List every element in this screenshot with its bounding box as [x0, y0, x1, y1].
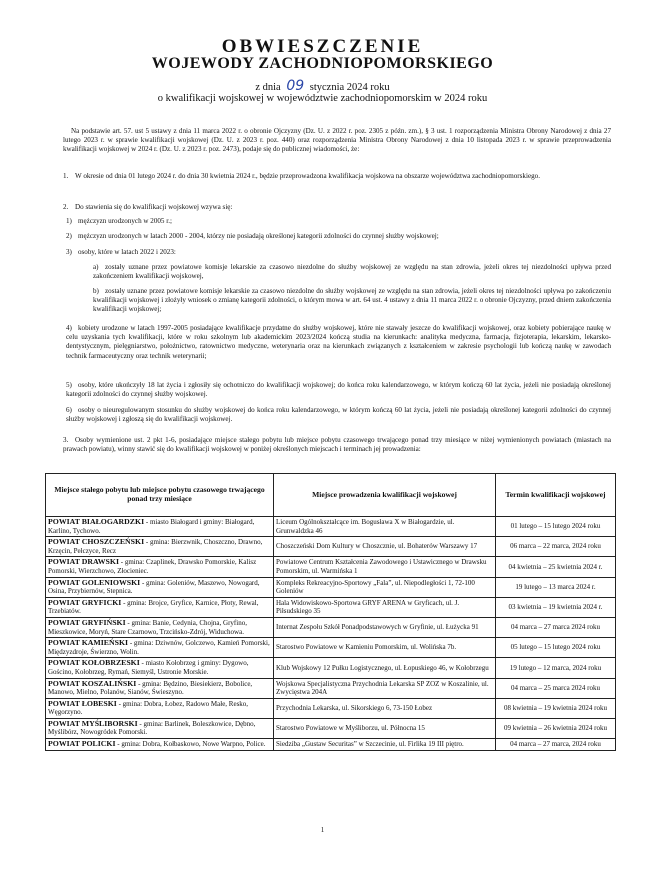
sub-item-b — [93, 287, 611, 315]
list-item-1-text: mężczyzn urodzonych w 2005 r.; — [78, 217, 172, 225]
list-item-5 — [66, 381, 611, 399]
term-cell: 04 kwietnia – 25 kwietnia 2024 r. — [496, 557, 616, 577]
list-item-6-number: 6) — [66, 406, 72, 414]
date-suffix: stycznia 2024 roku — [309, 82, 390, 93]
sub-item-a-text: zostały uznane przez powiatowe komisje lekarskie za czasowo niezdolne do służby wojskowej ze względu na stan zdrowia, jeżeli okres tej niezdolności upływa przed zakończeniem kwalifikacji wojskowej, — [93, 263, 611, 281]
qualification-schedule-table — [45, 473, 616, 751]
location-cell: Liceum Ogólnokształcące im. Bogusława X w Białogardzie, ul. Grunwaldzka 46 — [274, 517, 496, 537]
page-number: 1 — [320, 826, 325, 834]
list-item-2 — [66, 232, 611, 241]
header-residence: Miejsce stałego pobytu lub miejsce pobytu czasowego trwającego ponad trzy miesiące — [46, 474, 274, 517]
powiat-name: POWIAT CHOSZCZEŃSKI — [48, 537, 145, 547]
residence-cell — [46, 617, 274, 637]
document-subtitle: WOJEWODY ZACHODNIOPOMORSKIEGO — [151, 55, 494, 72]
gminy-list: - gmina: Dobra, Łobez, Radowo Małe, Resko, Węgorzyno. — [48, 699, 249, 717]
list-item-3-text: osoby, które w latach 2022 i 2023: — [78, 248, 176, 256]
paragraph-2-number: 2. — [63, 203, 69, 211]
table-row — [46, 658, 616, 678]
location-cell: Przychodnia Lekarska, ul. Sikorskiego 6, 73-150 Łobez — [274, 698, 496, 718]
location-cell: Kompleks Rekreacyjno-Sportowy „Fala”, ul. Niepodległości 1, 72-100 Goleniów — [274, 577, 496, 597]
document-date — [0, 78, 645, 94]
list-item-3 — [66, 248, 611, 257]
list-item-1 — [66, 217, 611, 226]
location-cell: Klub Wojskowy 12 Pułku Logistycznego, ul. Łopuskiego 46, w Kołobrzegu — [274, 658, 496, 678]
powiat-name: POWIAT KOŁOBRZESKI — [48, 658, 140, 668]
powiat-name: POWIAT BIAŁOGARDZKI — [48, 517, 145, 526]
document-subject: o kwalifikacji wojskowej w województwie zachodniopomorskim w 2024 roku — [157, 93, 488, 104]
gminy-list: - miasto Białogard i gminy: Białogard, Karlino, Tychowo. — [48, 518, 255, 535]
paragraph-2-text: Do stawienia się do kwalifikacji wojskowej wzywa się: — [75, 203, 233, 211]
residence-cell — [46, 739, 274, 751]
powiat-name: POWIAT POLICKI — [48, 739, 116, 749]
list-item-6 — [66, 406, 611, 424]
powiat-name: POWIAT KOSZALIŃSKI — [48, 678, 137, 688]
location-cell: Hala Widowiskowo-Sportowa GRYF ARENA w Gryficach, ul. J. Piłsudskiego 35 — [274, 597, 496, 617]
list-item-4 — [66, 324, 611, 361]
gminy-list: - gmina: Barlinek, Boleszkowice, Dębno, Myślibórz, Nowogródek Pomorski. — [48, 719, 256, 737]
list-item-3-number: 3) — [66, 248, 72, 256]
location-cell: Siedziba „Gustaw Securitas” w Szczecinie, ul. Firlika 19 III piętro. — [274, 739, 496, 751]
header-location: Miejsce prowadzenia kwalifikacji wojskowej — [274, 474, 496, 517]
powiat-name: POWIAT GRYFICKI — [48, 597, 122, 607]
location-cell: Wojskowa Specjalistyczna Przychodnia Lekarska SP ZOZ w Koszalinie, ul. Zwycięstwa 204A — [274, 678, 496, 698]
paragraph-3 — [63, 436, 611, 454]
term-cell: 04 marca – 27 marca, 2024 roku — [496, 739, 616, 751]
gminy-list: - gmina: Czaplinek, Drawsko Pomorskie, Kalisz Pomorski, Wierzchowo, Złocieniec. — [48, 558, 257, 575]
residence-cell — [46, 557, 274, 577]
table-row — [46, 739, 616, 751]
residence-cell — [46, 597, 274, 617]
gminy-list: - gmina: Banie, Cedynia, Chojna, Gryfino, Mieszkowice, Moryń, Stare Czarnowo, Trzcińsko-Zdrój, Widuchowa. — [48, 618, 247, 636]
paragraph-3-number: 3. — [63, 436, 69, 444]
location-cell: Internat Zespołu Szkół Ponadpodstawowych w Gryfinie, ul. Łużycka 91 — [274, 617, 496, 637]
paragraph-3-text: Osoby wymienione ust. 2 pkt 1-6, posiadające miejsce stałego pobytu lub miejsce pobytu czasowego trwającego ponad trzy miesiące w niżej wymienionych powiatach (miastach na prawach powiatu), winny stawić się do kwalifikacji wojskowej w poniżej określonych miejscach i terminach jej prowadzenia: — [63, 436, 611, 454]
location-cell: Starostwo Powiatowe w Myśliborzu, ul. Północna 15 — [274, 718, 496, 738]
residence-cell — [46, 698, 274, 718]
sub-item-b-text: zostały uznane przez powiatowe komisje lekarskie za czasowo niezdolne do służby wojskowej ze względu na stan zdrowia, jeżeli okres tej niezdolności upływa po zakończeniu kwalifikacji wojskowej i złożyły wniosek o zmianę kategorii zdolności, o którym mowa w art. 64 ust. 4 ustawy z dnia 11 marca 2022 r. o obronie Ojczyzny, przed dniem zakończenia kwalifikacji wojskowej; — [93, 287, 611, 314]
table-row — [46, 557, 616, 577]
residence-cell — [46, 517, 274, 537]
table-header-row — [46, 474, 616, 517]
list-item-5-number: 5) — [66, 381, 72, 389]
term-cell: 04 marca – 27 marca 2024 roku — [496, 617, 616, 637]
intro-paragraph: Na podstawie art. 57. ust 5 ustawy z dnia 11 marca 2022 r. o obronie Ojczyzny (Dz. U. z 2022 r. poz. 2305 z późn. zm.), § 3 ust. 1 rozporządzenia Ministra Obrony Narodowej z dnia 27 lutego 2023 r. w sprawie kwalifikacji wojskowej (Dz. U. z 2023 r. poz. 440) oraz rozporządzenia Ministra Obrony Narodowej z dnia 10 listopada 2023 r. w sprawie przeprowadzenia kwalifikacji wojskowej w 2024 r. (Dz. U. z 2023 r. poz. 2473), podaje się do publicznej wiadomości, że: — [63, 127, 611, 154]
location-cell: Powiatowe Centrum Kształcenia Zawodowego i Ustawicznego w Drawsku Pomorskim, ul. Warmińska 1 — [274, 557, 496, 577]
header-term: Termin kwalifikacji wojskowej — [496, 474, 616, 517]
term-cell: 03 kwietnia – 19 kwietnia 2024 r. — [496, 597, 616, 617]
residence-cell — [46, 658, 274, 678]
gminy-list: - gmina: Dobra, Kołbaskowo, Nowe Warpno, Police. — [115, 740, 266, 749]
gminy-list: - gmina: Goleniów, Maszewo, Nowogard, Osina, Przybiernów, Stepnica. — [48, 578, 260, 596]
paragraph-1-number: 1. — [63, 172, 69, 180]
powiat-name: POWIAT GOLENIOWSKI — [48, 577, 141, 587]
gminy-list: - gmina: Brojce, Gryfice, Karnice, Płoty, Rewal, Trzebiatów. — [48, 598, 259, 616]
paragraph-2 — [63, 203, 611, 212]
term-cell: 09 kwietnia – 26 kwietnia 2024 roku — [496, 718, 616, 738]
term-cell: 01 lutego – 15 lutego 2024 roku — [496, 517, 616, 537]
gminy-list: - gmina: Dziwnów, Golczewo, Kamień Pomorski, Międzyzdroje, Świerzno, Wolin. — [48, 639, 270, 656]
residence-cell — [46, 678, 274, 698]
term-cell: 04 marca – 25 marca 2024 roku — [496, 678, 616, 698]
location-cell: Choszczeński Dom Kultury w Choszcznie, ul. Bohaterów Warszawy 17 — [274, 537, 496, 557]
list-item-1-number: 1) — [66, 217, 72, 225]
gminy-list: - gmina: Bierzwnik, Choszczno, Drawno, Krzęcin, Pełczyce, Recz — [48, 538, 263, 555]
powiat-name: POWIAT KAMIEŃSKI — [48, 638, 129, 648]
table-body — [46, 517, 616, 751]
gminy-list: - miasto Kołobrzeg i gminy: Dygowo, Gościno, Kołobrzeg, Rymań, Siemyśl, Ustronie Morskie. — [48, 659, 249, 676]
term-cell: 08 kwietnia – 19 kwietnia 2024 roku — [496, 698, 616, 718]
table-row — [46, 597, 616, 617]
residence-cell — [46, 577, 274, 597]
table-row — [46, 698, 616, 718]
term-cell: 19 lutego – 13 marca 2024 r. — [496, 577, 616, 597]
location-cell: Starostwo Powiatowe w Kamieniu Pomorskim, ul. Wolińska 7b. — [274, 638, 496, 658]
table-row — [46, 678, 616, 698]
list-item-5-text: osoby, które ukończyły 18 lat życia i zgłosiły się ochotniczo do kwalifikacji wojskowej; do końca roku kalendarzowego, w którym kończą 60 lat życia, jeżeli nie posiadają określonej kategorii zdolności do czynnej służby wojskowej. — [66, 381, 611, 399]
sub-item-b-letter: b) — [93, 287, 99, 295]
list-item-6-text: osoby o nieuregulowanym stosunku do służby wojskowej do końca roku kalendarzowego, w którym kończą 60 lat życia, jeżeli nie posiadają określonej kategorii zdolności do czynnej służby wojskowej i zgłoszą się do kwalifikacji wojskowej. — [66, 406, 611, 424]
handwritten-day: 09 — [286, 78, 305, 94]
gminy-list: - gmina: Będzino, Biesiekierz, Bobolice, Manowo, Mielno, Polanów, Sianów, Świeszyno. — [48, 679, 253, 697]
list-item-4-text: kobiety urodzone w latach 1997-2005 posiadające kwalifikacje przydatne do służby wojskowej, które nie stawały jeszcze do kwalifikacji wojskowej, oraz kobiety pobierające naukę w celu uzyskania tych kwalifikacji, które w roku szkolnym lub akademickim 2023/2024 kończą studia na kierunkach: analityka medyczna, farmacja, fizjoterapia, lekarskim, lekarsko-dentystycznym, pielęgniarstwo, położnictwo, ratownictwo medyczne, weterynaria oraz na kierunkach związanych z kształceniem w zakresie psychologii lub kończą naukę w zawodach technik farmaceutyczny oraz technik weterynarii; — [66, 324, 611, 360]
table-row — [46, 718, 616, 738]
table-row — [46, 638, 616, 658]
powiat-name: POWIAT DRAWSKI — [48, 557, 119, 567]
powiat-name: POWIAT MYŚLIBORSKI — [48, 718, 138, 728]
paragraph-1 — [63, 172, 611, 181]
residence-cell — [46, 718, 274, 738]
table-row — [46, 577, 616, 597]
paragraph-1-text: W okresie od dnia 01 lutego 2024 r. do dnia 30 kwietnia 2024 r., będzie przeprowadzona kwalifikacja wojskowa na obszarze województwa zachodniopomorskiego. — [75, 172, 540, 180]
list-item-4-number: 4) — [66, 324, 72, 332]
list-item-2-text: mężczyzn urodzonych w latach 2000 - 2004, którzy nie posiadają określonej kategorii zdolności do czynnej służby wojskowej; — [78, 232, 439, 240]
list-item-2-number: 2) — [66, 232, 72, 240]
table-row — [46, 517, 616, 537]
term-cell: 19 lutego – 12 marca, 2024 roku — [496, 658, 616, 678]
powiat-name: POWIAT GRYFIŃSKI — [48, 617, 126, 627]
residence-cell — [46, 638, 274, 658]
powiat-name: POWIAT ŁOBESKI — [48, 698, 117, 708]
term-cell: 06 marca – 22 marca, 2024 roku — [496, 537, 616, 557]
date-prefix: z dnia — [255, 82, 281, 93]
table-row — [46, 617, 616, 637]
residence-cell — [46, 537, 274, 557]
sub-item-a-letter: a) — [93, 263, 99, 271]
sub-item-a — [93, 263, 611, 281]
document-title: OBWIESZCZENIE — [221, 36, 424, 57]
table-row — [46, 537, 616, 557]
term-cell: 05 lutego – 15 lutego 2024 roku — [496, 638, 616, 658]
